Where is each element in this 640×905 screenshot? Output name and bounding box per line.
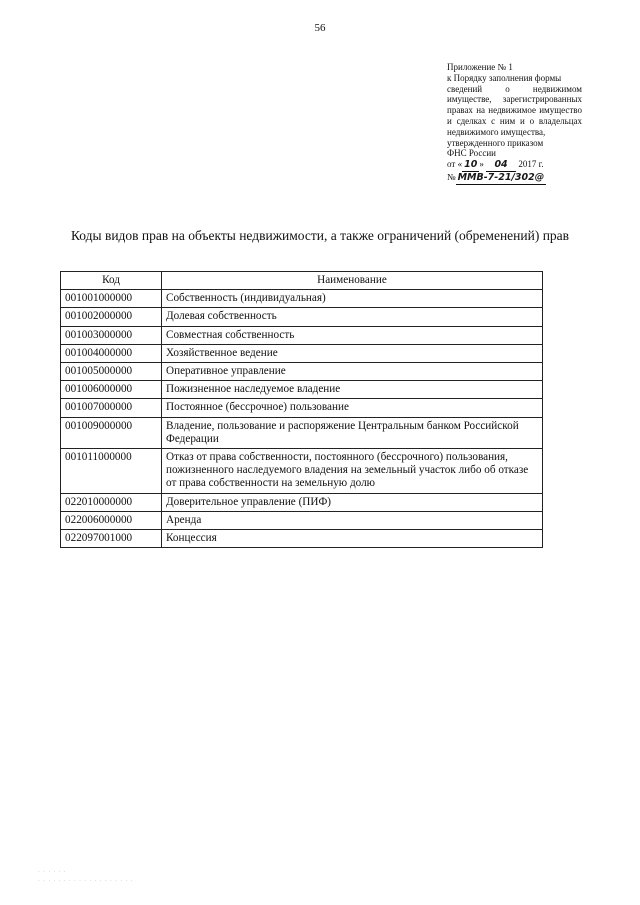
appendix-block [447,62,582,185]
row-name: Пожизненное наследуемое владение [162,381,543,399]
rights-codes-table [60,271,543,548]
table-header-row [61,272,543,290]
row-code: 001001000000 [61,290,162,308]
row-code: 001002000000 [61,308,162,326]
row-code: 001006000000 [61,381,162,399]
date-prefix: от « [447,159,463,170]
row-code: 001007000000 [61,399,162,417]
table-row [61,493,543,511]
table-row [61,449,543,494]
faint-footer-stamp [38,868,133,886]
appendix-line: имуществе, зарегистрированных [447,94,582,105]
row-name: Оперативное управление [162,363,543,381]
appendix-line: утвержденного приказом [447,137,544,148]
row-name: Долевая собственность [162,308,543,326]
appendix-line: правах на недвижимое имущество [447,105,582,116]
appendix-line: к Порядку заполнения формы [447,72,562,83]
page-number: 56 [314,22,326,34]
row-code: 001011000000 [61,449,162,494]
appendix-line: ФНС России [447,148,496,159]
number-prefix: № [447,171,456,182]
document-title: Коды видов прав на объекты недвижимости, а также ограничений (обременений) прав [70,228,570,243]
table-row [61,417,543,448]
row-code: 001009000000 [61,417,162,448]
appendix-line: Приложение № 1 [447,62,513,72]
row-name: Концессия [162,530,543,548]
table-row [61,326,543,344]
table-row [61,511,543,529]
table-row [61,399,543,417]
order-date [447,159,582,172]
table-row [61,363,543,381]
row-code: 001004000000 [61,344,162,362]
row-code: 001003000000 [61,326,162,344]
row-name: Владение, пользование и распоряжение Центральным банком Российской Федерации [162,417,543,448]
table-row [61,308,543,326]
row-code: 001005000000 [61,363,162,381]
date-year: 2017 г. [516,159,544,170]
footer-line: · · · · · · [38,868,67,876]
date-day-handwritten: 10 [464,159,478,171]
row-code: 022006000000 [61,511,162,529]
date-mid: » [479,159,487,170]
header-code: Код [61,272,162,290]
row-code: 022097001000 [61,530,162,548]
appendix-line: сведений о недвижимом [447,83,582,94]
header-name: Наименование [162,272,543,290]
row-name: Собственность (индивидуальная) [162,290,543,308]
row-name: Постоянное (бессрочное) пользование [162,399,543,417]
appendix-line: и сделках с ним и о владельцах [447,115,582,126]
row-code: 022010000000 [61,493,162,511]
row-name: Отказ от права собственности, постоянного (бессрочного) пользования, пожизненного наследуемого владения на земельный участок либо об отказе от права собственности на земельную долю [162,449,543,494]
table-row [61,381,543,399]
table-row [61,530,543,548]
order-number-handwritten: ММВ-7-21/302@ [457,171,545,183]
row-name: Хозяйственное ведение [162,344,543,362]
date-month-handwritten: 04 [486,160,516,172]
footer-line: · · · · · · · · · · · · · · · · · · · [38,877,133,885]
row-name: Совместная собственность [162,326,543,344]
row-name: Доверительное управление (ПИФ) [162,493,543,511]
appendix-line: недвижимого имущества, [447,126,546,137]
order-number [447,172,582,185]
row-name: Аренда [162,511,543,529]
table-row [61,344,543,362]
table-row [61,290,543,308]
